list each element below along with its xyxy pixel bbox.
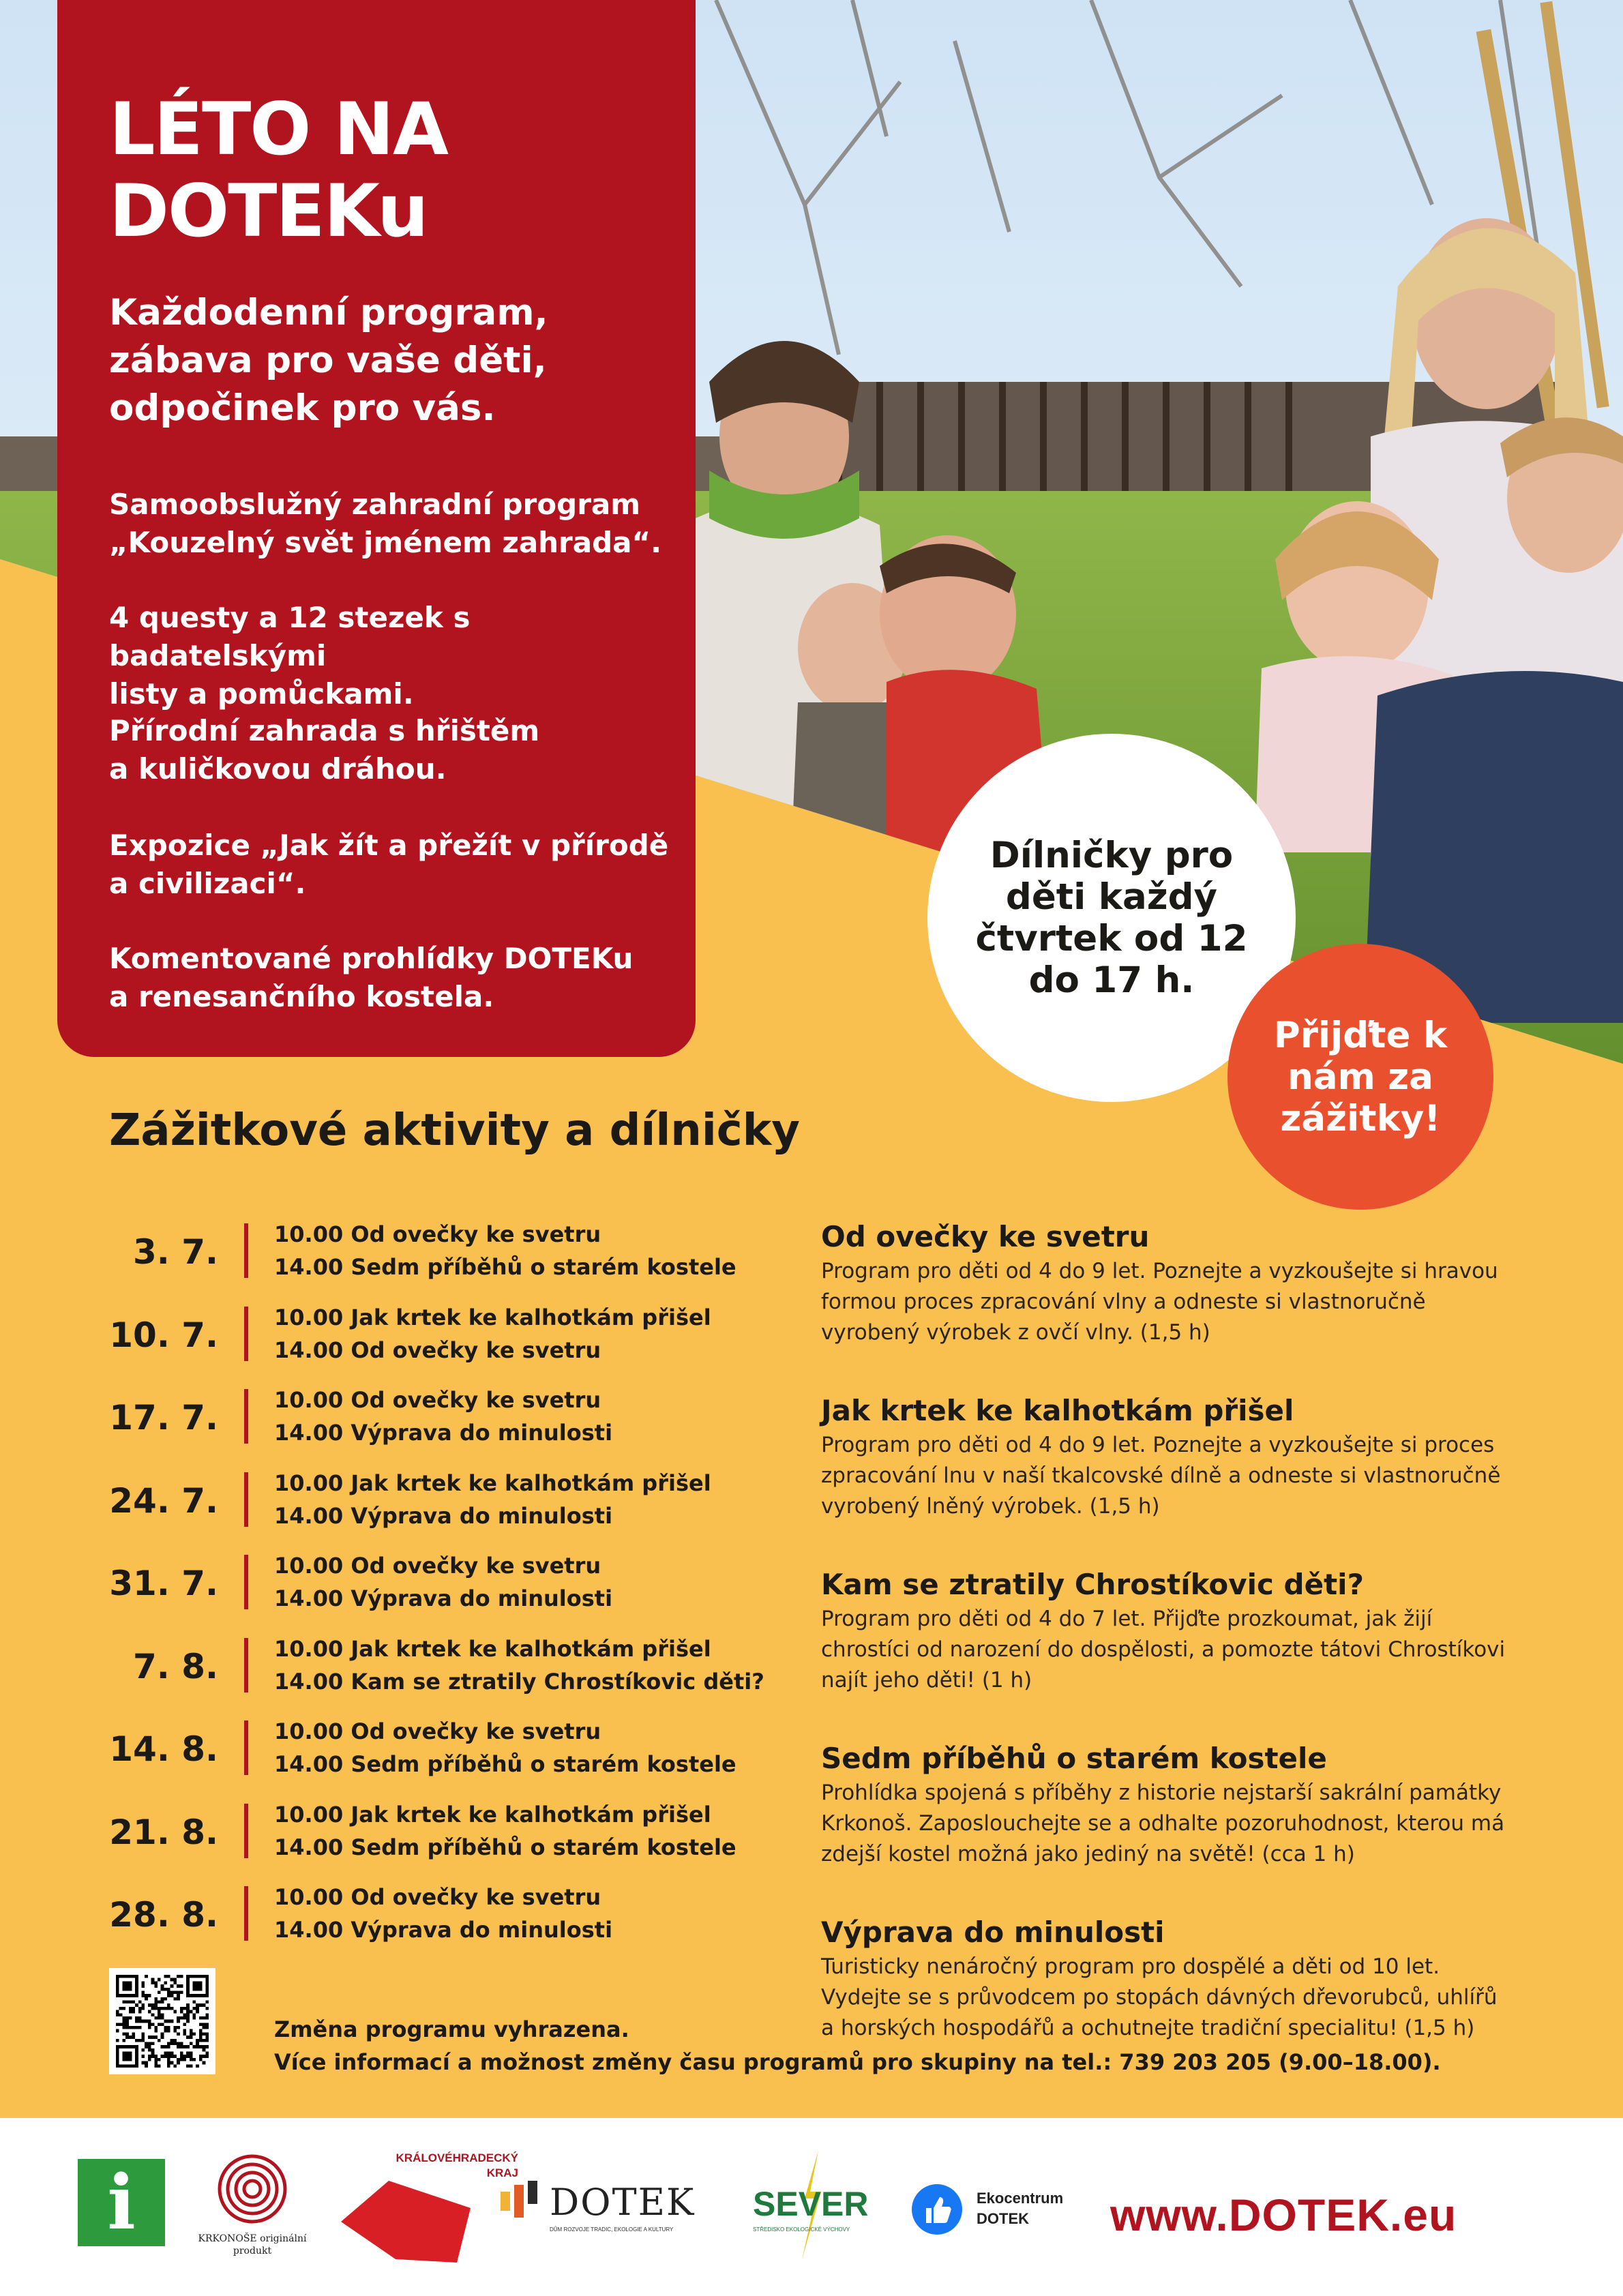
title-line: LÉTO NA xyxy=(109,87,448,171)
program-card xyxy=(821,1566,1544,1696)
feature-line: Komentované prohlídky DOTEKu xyxy=(109,942,634,975)
dotek-logo-text: DOTEK xyxy=(550,2181,696,2224)
ekocentrum-logo[interactable] xyxy=(911,2183,1088,2238)
feature-line: a renesančního kostela. xyxy=(109,980,494,1013)
schedule-row xyxy=(95,1384,777,1467)
schedule-item: 10.00 Od ovečky ke svetru xyxy=(274,1884,601,1910)
schedule-item: 10.00 Od ovečky ke svetru xyxy=(274,1221,601,1247)
program-card xyxy=(821,1740,1544,1870)
schedule-item: 10.00 Od ovečky ke svetru xyxy=(274,1553,601,1579)
schedule-item: 14.00 Výprava do minulosti xyxy=(274,1502,613,1529)
program-description-line: Prohlídka spojená s příběhy z historie nejstarší sakrální památky xyxy=(821,1780,1502,1805)
program-descriptions xyxy=(821,1218,1544,2087)
schedule-row xyxy=(95,1632,777,1716)
schedule-items xyxy=(274,1467,792,1532)
schedule-items xyxy=(274,1301,792,1367)
invite-badge xyxy=(1227,944,1493,1210)
program-card xyxy=(821,1392,1544,1522)
schedule-items xyxy=(274,1218,792,1283)
kraj-logo-line: KRAJ xyxy=(486,2166,518,2179)
sever-logo-text: SEVER xyxy=(753,2185,869,2223)
schedule-items xyxy=(274,1798,792,1864)
program-description-line: vyrobený lněný výrobek. (1,5 h) xyxy=(821,1494,1160,1519)
dotek-logo-subtext: DŮM ROZVOJE TRADIC, EKOLOGIE A KULTURY xyxy=(550,2226,674,2233)
schedule-item: 14.00 Výprava do minulosti xyxy=(274,1585,613,1611)
subtitle-line: zábava pro vaše děti, xyxy=(109,340,547,381)
schedule-row xyxy=(95,1715,777,1798)
schedule-divider xyxy=(244,1472,248,1527)
schedule-divider xyxy=(244,1886,248,1941)
ekocentrum-line1: Ekocentrum xyxy=(977,2190,1064,2207)
note-change-reserved: Změna programu vyhrazena. xyxy=(274,2016,629,2042)
schedule-row xyxy=(95,1467,777,1550)
schedule-divider xyxy=(244,1223,248,1278)
feature-quests xyxy=(109,599,682,713)
schedule-row xyxy=(95,1218,777,1301)
program-description-line: najít jeho děti! (1 h) xyxy=(821,1668,1032,1693)
schedule-item: 14.00 Výprava do minulosti xyxy=(274,1917,613,1943)
schedule-date: 7. 8. xyxy=(133,1646,218,1686)
feature-line: „Kouzelný svět jménem zahrada“. xyxy=(109,526,662,559)
feature-nature-garden xyxy=(109,712,682,788)
schedule-date: 10. 7. xyxy=(109,1315,218,1355)
title-line: DOTEKu xyxy=(109,169,428,253)
program-description-line: a horských hospodářů a ochutnejte tradiční specialitu! (1,5 h) xyxy=(821,2016,1475,2040)
schedule-item: 14.00 Sedm příběhů o starém kostele xyxy=(274,1254,736,1280)
notes xyxy=(274,2013,1570,2078)
program-description-line: Program pro děti od 4 do 9 let. Poznejte a vyzkoušejte si hravou xyxy=(821,1259,1498,1283)
program-card xyxy=(821,1218,1544,1348)
program-description-line: chrostíci od narození do dospělosti, a pomozte tátovi Chrostíkovi xyxy=(821,1637,1506,1662)
schedule-date: 31. 7. xyxy=(109,1564,218,1603)
schedule-divider xyxy=(244,1555,248,1609)
kraj-logo-line: KRÁLOVÉHRADECKÝ xyxy=(396,2151,518,2164)
subtitle-line: odpočinek pro vás. xyxy=(109,387,496,429)
schedule-divider xyxy=(244,1389,248,1444)
workshops-badge-text: Dílničky pro děti každý čtvrtek od 12 do 17 h. xyxy=(975,835,1248,1001)
schedule-item: 14.00 Sedm příběhů o starém kostele xyxy=(274,1834,736,1860)
schedule xyxy=(95,1218,777,1964)
program-description-line: zpracování lnu v naší tkalcovské dílně a odneste si vlastnoručně xyxy=(821,1463,1501,1488)
schedule-items xyxy=(274,1715,792,1780)
schedule-divider xyxy=(244,1804,248,1858)
schedule-item: 10.00 Jak krtek ke kalhotkám přišel xyxy=(274,1470,711,1496)
schedule-date: 21. 8. xyxy=(109,1812,218,1852)
program-title: Sedm příběhů o starém kostele xyxy=(821,1742,1327,1775)
krkonose-logo xyxy=(198,2148,307,2257)
kralovehradecky-kraj-logo xyxy=(341,2151,518,2267)
schedule-item: 10.00 Jak krtek ke kalhotkám přišel xyxy=(274,1304,711,1330)
ekocentrum-line2: DOTEK xyxy=(977,2210,1029,2227)
qr-code[interactable] xyxy=(109,1968,215,2074)
section-title: Zážitkové aktivity a dílničky xyxy=(109,1105,800,1156)
schedule-item: 10.00 Jak krtek ke kalhotkám přišel xyxy=(274,1635,711,1662)
program-description-line: vyrobený výrobek z ovčí vlny. (1,5 h) xyxy=(821,1320,1210,1345)
program-description-line: Program pro děti od 4 do 9 let. Poznejte a vyzkoušejte si proces xyxy=(821,1433,1495,1457)
schedule-items xyxy=(274,1632,792,1698)
schedule-date: 28. 8. xyxy=(109,1895,218,1935)
feature-line: a civilizaci“. xyxy=(109,867,306,900)
feature-exhibition xyxy=(109,826,682,903)
schedule-item: 10.00 Jak krtek ke kalhotkám přišel xyxy=(274,1801,711,1828)
note-contact-info: Více informací a možnost změny času programů pro skupiny na tel.: 739 203 205 (9.00–18.00). xyxy=(274,2049,1441,2075)
schedule-date: 14. 8. xyxy=(109,1729,218,1769)
schedule-item: 10.00 Od ovečky ke svetru xyxy=(274,1387,601,1413)
schedule-items xyxy=(274,1549,792,1615)
program-description-line: Turisticky nenáročný program pro dospělé a děti od 10 let. xyxy=(821,1954,1440,1979)
program-title: Od ovečky ke svetru xyxy=(821,1220,1150,1253)
program-description-line: Krkonoš. Zaposlouchejte se a odhalte pozoruhodnost, kterou má xyxy=(821,1811,1505,1836)
program-description-line: Program pro děti od 4 do 7 let. Přijďte prozkoumat, jak žijí xyxy=(821,1607,1433,1631)
schedule-row xyxy=(95,1549,777,1632)
program-title: Kam se ztratily Chrostíkovic děti? xyxy=(821,1568,1364,1601)
info-icon: i xyxy=(107,2158,136,2246)
feature-line: Přírodní zahrada s hřištěm xyxy=(109,714,540,747)
dotek-blocks-icon xyxy=(501,2181,541,2222)
schedule-date: 24. 7. xyxy=(109,1480,218,1521)
feature-line: 4 questy a 12 stezek s badatelskými xyxy=(109,601,471,672)
footer xyxy=(0,2118,1623,2296)
schedule-divider xyxy=(244,1307,248,1361)
feature-garden-program xyxy=(109,486,682,562)
schedule-divider xyxy=(244,1720,248,1775)
facebook-like-icon xyxy=(911,2183,963,2235)
schedule-item: 14.00 Sedm příběhů o starém kostele xyxy=(274,1751,736,1777)
schedule-item: 14.00 Od ovečky ke svetru xyxy=(274,1337,601,1363)
program-title: Výprava do minulosti xyxy=(821,1915,1165,1949)
schedule-date: 17. 7. xyxy=(109,1398,218,1437)
spiral-icon xyxy=(198,2148,307,2230)
invite-badge-text: Přijďte k nám za zážitky! xyxy=(1273,1014,1448,1139)
subtitle-line: Každodenní program, xyxy=(109,292,548,333)
feature-line: Expozice „Jak žít a přežít v přírodě xyxy=(109,829,669,862)
program-description-line: formou proces zpracování vlny a odneste si vlastnoručně xyxy=(821,1289,1426,1314)
info-logo xyxy=(78,2159,165,2246)
program-description-line: Vydejte se s průvodcem po stopách dávných dřevorubců, uhlířů xyxy=(821,1985,1498,2010)
schedule-item: 14.00 Kam se ztratily Chrostíkovic děti? xyxy=(274,1668,764,1695)
schedule-items xyxy=(274,1384,792,1449)
schedule-item: 14.00 Výprava do minulosti xyxy=(274,1420,613,1446)
schedule-divider xyxy=(244,1638,248,1693)
krkonose-logo-text: KRKONOŠE originální produkt xyxy=(198,2233,307,2256)
kraj-shape-icon xyxy=(341,2181,477,2263)
schedule-item: 10.00 Od ovečky ke svetru xyxy=(274,1718,601,1744)
feature-line: Samoobslužný zahradní program xyxy=(109,488,641,521)
schedule-row xyxy=(95,1881,777,1964)
program-description-line: zdejší kostel možná jako jediný na světě! (cca 1 h) xyxy=(821,1842,1355,1866)
sever-logo xyxy=(750,2151,873,2260)
sever-logo-subtext: STŘEDISKO EKOLOGICKÉ VÝCHOVY xyxy=(753,2226,850,2233)
website-link[interactable]: www.DOTEK.eu xyxy=(1110,2190,1457,2240)
subtitle xyxy=(109,289,682,432)
schedule-items xyxy=(274,1881,792,1946)
feature-line: listy a pomůckami. xyxy=(109,677,414,711)
schedule-row xyxy=(95,1798,777,1881)
program-title: Jak krtek ke kalhotkám přišel xyxy=(821,1394,1294,1427)
feature-guided-tours xyxy=(109,940,682,1016)
dotek-logo xyxy=(501,2181,712,2249)
feature-line: a kuličkovou dráhou. xyxy=(109,752,447,786)
intro-panel xyxy=(57,0,696,1057)
page-title xyxy=(109,89,655,252)
schedule-date: 3. 7. xyxy=(133,1232,218,1272)
schedule-row xyxy=(95,1301,777,1384)
